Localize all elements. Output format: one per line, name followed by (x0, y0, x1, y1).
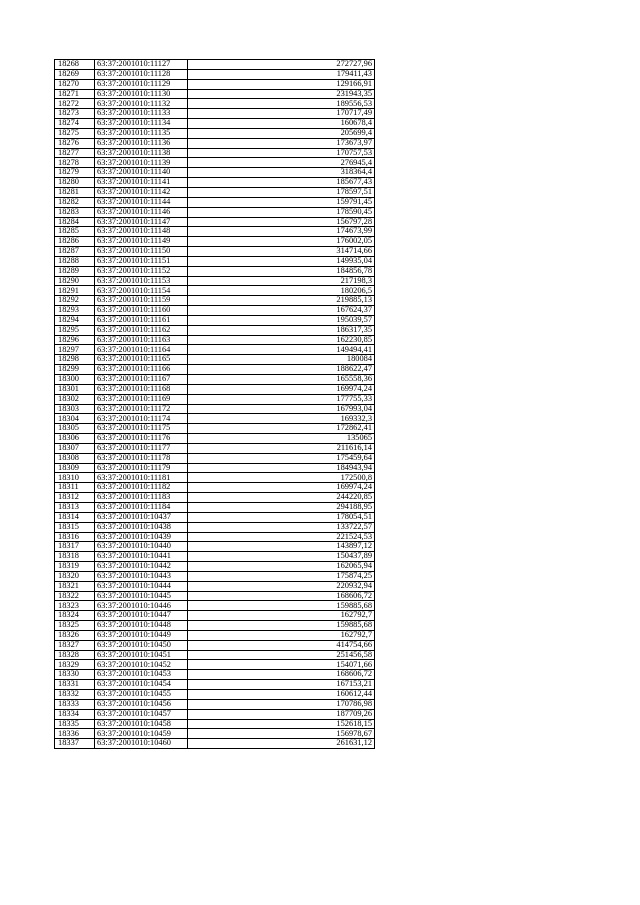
row-id-cell: 18269 (55, 69, 95, 79)
cadastral-number-cell: 63:37:2001010:11177 (95, 443, 188, 453)
row-id-cell: 18268 (55, 60, 95, 70)
table-row (55, 197, 375, 207)
value-cell: 169974,24 (188, 384, 375, 394)
cadastral-number-cell: 63:37:2001010:11175 (95, 424, 188, 434)
row-id-cell: 18293 (55, 306, 95, 316)
cadastral-number-cell: 63:37:2001010:11149 (95, 237, 188, 247)
cadastral-number-cell: 63:37:2001010:10453 (95, 670, 188, 680)
value-cell: 170786,98 (188, 699, 375, 709)
value-cell: 179411,43 (188, 69, 375, 79)
value-cell: 162065,94 (188, 562, 375, 572)
row-id-cell: 18304 (55, 414, 95, 424)
value-cell: 251456,58 (188, 650, 375, 660)
table-row (55, 168, 375, 178)
cadastral-number-cell: 63:37:2001010:11159 (95, 296, 188, 306)
table-row (55, 571, 375, 581)
cadastral-number-cell: 63:37:2001010:11128 (95, 69, 188, 79)
value-cell: 159885,68 (188, 621, 375, 631)
row-id-cell: 18323 (55, 601, 95, 611)
table-row (55, 69, 375, 79)
cadastral-number-cell: 63:37:2001010:11163 (95, 335, 188, 345)
row-id-cell: 18275 (55, 128, 95, 138)
value-cell: 149494,41 (188, 345, 375, 355)
row-id-cell: 18320 (55, 571, 95, 581)
cadastral-number-cell: 63:37:2001010:11174 (95, 414, 188, 424)
cadastral-number-cell: 63:37:2001010:11150 (95, 247, 188, 257)
cadastral-number-cell: 63:37:2001010:11135 (95, 128, 188, 138)
row-id-cell: 18297 (55, 345, 95, 355)
table-row (55, 99, 375, 109)
row-id-cell: 18334 (55, 709, 95, 719)
row-id-cell: 18328 (55, 650, 95, 660)
cadastral-number-cell: 63:37:2001010:11172 (95, 404, 188, 414)
cadastral-number-cell: 63:37:2001010:11162 (95, 325, 188, 335)
table-row (55, 690, 375, 700)
value-cell: 175459,64 (188, 453, 375, 463)
table-row (55, 187, 375, 197)
row-id-cell: 18303 (55, 404, 95, 414)
table-row (55, 404, 375, 414)
cadastral-number-cell: 63:37:2001010:11130 (95, 89, 188, 99)
table-row (55, 128, 375, 138)
table-row (55, 739, 375, 749)
row-id-cell: 18280 (55, 178, 95, 188)
row-id-cell: 18315 (55, 522, 95, 532)
row-id-cell: 18325 (55, 621, 95, 631)
table-row (55, 552, 375, 562)
row-id-cell: 18321 (55, 581, 95, 591)
value-cell: 152618,15 (188, 719, 375, 729)
table-row (55, 414, 375, 424)
value-cell: 276945,4 (188, 158, 375, 168)
row-id-cell: 18308 (55, 453, 95, 463)
table-row (55, 325, 375, 335)
value-cell: 184856,78 (188, 266, 375, 276)
cadastral-number-cell: 63:37:2001010:10447 (95, 611, 188, 621)
cadastral-number-cell: 63:37:2001010:10460 (95, 739, 188, 749)
value-cell: 154071,66 (188, 660, 375, 670)
value-cell: 162792,7 (188, 611, 375, 621)
cadastral-number-cell: 63:37:2001010:11144 (95, 197, 188, 207)
value-cell: 244220,85 (188, 493, 375, 503)
cadastral-number-cell: 63:37:2001010:11176 (95, 434, 188, 444)
value-cell: 189556,53 (188, 99, 375, 109)
table-row (55, 621, 375, 631)
value-cell: 172862,41 (188, 424, 375, 434)
table-row (55, 542, 375, 552)
value-cell: 180084 (188, 355, 375, 365)
row-id-cell: 18316 (55, 532, 95, 542)
row-id-cell: 18288 (55, 256, 95, 266)
value-cell: 168606,72 (188, 670, 375, 680)
cadastral-number-cell: 63:37:2001010:10457 (95, 709, 188, 719)
cadastral-number-cell: 63:37:2001010:11151 (95, 256, 188, 266)
table-row (55, 394, 375, 404)
table-row (55, 699, 375, 709)
value-cell: 186317,35 (188, 325, 375, 335)
cadastral-number-cell: 63:37:2001010:11183 (95, 493, 188, 503)
cadastral-number-cell: 63:37:2001010:10446 (95, 601, 188, 611)
cadastral-number-cell: 63:37:2001010:11161 (95, 315, 188, 325)
row-id-cell: 18310 (55, 473, 95, 483)
row-id-cell: 18286 (55, 237, 95, 247)
table-row (55, 266, 375, 276)
cadastral-number-cell: 63:37:2001010:11178 (95, 453, 188, 463)
value-cell: 178054,51 (188, 512, 375, 522)
value-cell: 170717,49 (188, 109, 375, 119)
table-row (55, 256, 375, 266)
row-id-cell: 18312 (55, 493, 95, 503)
table-row (55, 207, 375, 217)
row-id-cell: 18278 (55, 158, 95, 168)
table-row (55, 306, 375, 316)
table-row (55, 502, 375, 512)
value-cell: 167624,37 (188, 306, 375, 316)
value-cell: 318364,4 (188, 168, 375, 178)
row-id-cell: 18336 (55, 729, 95, 739)
row-id-cell: 18307 (55, 443, 95, 453)
value-cell: 159791,45 (188, 197, 375, 207)
row-id-cell: 18309 (55, 463, 95, 473)
row-id-cell: 18282 (55, 197, 95, 207)
cadastral-number-cell: 63:37:2001010:11167 (95, 375, 188, 385)
cadastral-number-cell: 63:37:2001010:11165 (95, 355, 188, 365)
value-cell: 261631,12 (188, 739, 375, 749)
table-row (55, 138, 375, 148)
table-row (55, 630, 375, 640)
cadastral-number-cell: 63:37:2001010:11168 (95, 384, 188, 394)
value-cell: 178597,51 (188, 187, 375, 197)
table-row (55, 60, 375, 70)
value-cell: 205699,4 (188, 128, 375, 138)
cadastral-number-cell: 63:37:2001010:10444 (95, 581, 188, 591)
cadastral-number-cell: 63:37:2001010:11182 (95, 483, 188, 493)
row-id-cell: 18292 (55, 296, 95, 306)
value-cell: 135065 (188, 434, 375, 444)
row-id-cell: 18284 (55, 217, 95, 227)
cadastral-number-cell: 63:37:2001010:11127 (95, 60, 188, 70)
row-id-cell: 18287 (55, 247, 95, 257)
value-cell: 414754,66 (188, 640, 375, 650)
cadastral-number-cell: 63:37:2001010:11139 (95, 158, 188, 168)
cadastral-number-cell: 63:37:2001010:11147 (95, 217, 188, 227)
cadastral-number-cell: 63:37:2001010:11169 (95, 394, 188, 404)
row-id-cell: 18333 (55, 699, 95, 709)
cadastral-number-cell: 63:37:2001010:10449 (95, 630, 188, 640)
table-row (55, 247, 375, 257)
table-row (55, 365, 375, 375)
value-cell: 314714,66 (188, 247, 375, 257)
row-id-cell: 18279 (55, 168, 95, 178)
table-row (55, 650, 375, 660)
cadastral-number-cell: 63:37:2001010:11184 (95, 502, 188, 512)
cadastral-number-cell: 63:37:2001010:10448 (95, 621, 188, 631)
row-id-cell: 18302 (55, 394, 95, 404)
table-row (55, 237, 375, 247)
table-row (55, 532, 375, 542)
value-cell: 217198,3 (188, 276, 375, 286)
row-id-cell: 18276 (55, 138, 95, 148)
row-id-cell: 18326 (55, 630, 95, 640)
value-cell: 174673,99 (188, 227, 375, 237)
value-cell: 188622,47 (188, 365, 375, 375)
value-cell: 177755,33 (188, 394, 375, 404)
cadastral-number-cell: 63:37:2001010:11140 (95, 168, 188, 178)
table-row (55, 443, 375, 453)
value-cell: 167993,04 (188, 404, 375, 414)
table-row (55, 473, 375, 483)
value-cell: 173673,97 (188, 138, 375, 148)
row-id-cell: 18314 (55, 512, 95, 522)
cadastral-number-cell: 63:37:2001010:11152 (95, 266, 188, 276)
value-cell: 129166,91 (188, 79, 375, 89)
cadastral-number-cell: 63:37:2001010:10442 (95, 562, 188, 572)
row-id-cell: 18327 (55, 640, 95, 650)
cadastral-number-cell: 63:37:2001010:11148 (95, 227, 188, 237)
table-row (55, 296, 375, 306)
cadastral-number-cell: 63:37:2001010:10450 (95, 640, 188, 650)
value-cell: 133722,57 (188, 522, 375, 532)
row-id-cell: 18300 (55, 375, 95, 385)
row-id-cell: 18296 (55, 335, 95, 345)
table-row (55, 109, 375, 119)
row-id-cell: 18295 (55, 325, 95, 335)
cadastral-number-cell: 63:37:2001010:10459 (95, 729, 188, 739)
cadastral-number-cell: 63:37:2001010:10440 (95, 542, 188, 552)
row-id-cell: 18329 (55, 660, 95, 670)
table-row (55, 384, 375, 394)
table-row (55, 178, 375, 188)
row-id-cell: 18317 (55, 542, 95, 552)
cadastral-number-cell: 63:37:2001010:10458 (95, 719, 188, 729)
value-cell: 184943,94 (188, 463, 375, 473)
table-row (55, 79, 375, 89)
table-row (55, 512, 375, 522)
table-row (55, 355, 375, 365)
value-cell: 162230,85 (188, 335, 375, 345)
row-id-cell: 18298 (55, 355, 95, 365)
table-row (55, 217, 375, 227)
value-cell: 156978,67 (188, 729, 375, 739)
table-row (55, 562, 375, 572)
row-id-cell: 18289 (55, 266, 95, 276)
value-cell: 143897,12 (188, 542, 375, 552)
table-row (55, 591, 375, 601)
cadastral-number-cell: 63:37:2001010:11141 (95, 178, 188, 188)
cadastral-number-cell: 63:37:2001010:11132 (95, 99, 188, 109)
table-row (55, 493, 375, 503)
value-cell: 187709,26 (188, 709, 375, 719)
table-row (55, 453, 375, 463)
value-cell: 221524,53 (188, 532, 375, 542)
row-id-cell: 18319 (55, 562, 95, 572)
value-cell: 149935,04 (188, 256, 375, 266)
cadastral-number-cell: 63:37:2001010:10439 (95, 532, 188, 542)
cadastral-number-cell: 63:37:2001010:11166 (95, 365, 188, 375)
cadastral-number-cell: 63:37:2001010:11133 (95, 109, 188, 119)
table-row (55, 522, 375, 532)
cadastral-number-cell: 63:37:2001010:11138 (95, 148, 188, 158)
table-row (55, 709, 375, 719)
table-row (55, 424, 375, 434)
cadastral-number-cell: 63:37:2001010:10438 (95, 522, 188, 532)
table-row (55, 335, 375, 345)
value-cell: 168606,72 (188, 591, 375, 601)
cadastral-number-cell: 63:37:2001010:10455 (95, 690, 188, 700)
row-id-cell: 18283 (55, 207, 95, 217)
cadastral-number-cell: 63:37:2001010:11160 (95, 306, 188, 316)
table-row (55, 89, 375, 99)
cadastral-number-cell: 63:37:2001010:10441 (95, 552, 188, 562)
table-row (55, 375, 375, 385)
row-id-cell: 18285 (55, 227, 95, 237)
value-cell: 150437,89 (188, 552, 375, 562)
cadastral-number-cell: 63:37:2001010:11164 (95, 345, 188, 355)
table-row (55, 660, 375, 670)
row-id-cell: 18290 (55, 276, 95, 286)
value-cell: 169974,24 (188, 483, 375, 493)
value-cell: 172500,8 (188, 473, 375, 483)
value-cell: 170757,53 (188, 148, 375, 158)
cadastral-number-cell: 63:37:2001010:11179 (95, 463, 188, 473)
row-id-cell: 18277 (55, 148, 95, 158)
cadastral-number-cell: 63:37:2001010:10451 (95, 650, 188, 660)
cadastral-number-cell: 63:37:2001010:10454 (95, 680, 188, 690)
table-row (55, 227, 375, 237)
table-row (55, 601, 375, 611)
cadastral-number-cell: 63:37:2001010:11134 (95, 119, 188, 129)
table-row (55, 286, 375, 296)
table-row (55, 276, 375, 286)
table-row (55, 670, 375, 680)
value-cell: 165558,36 (188, 375, 375, 385)
cadastral-number-cell: 63:37:2001010:11129 (95, 79, 188, 89)
cadastral-number-cell: 63:37:2001010:10452 (95, 660, 188, 670)
row-id-cell: 18305 (55, 424, 95, 434)
table-row (55, 640, 375, 650)
row-id-cell: 18291 (55, 286, 95, 296)
cadastral-number-cell: 63:37:2001010:11146 (95, 207, 188, 217)
value-cell: 175874,25 (188, 571, 375, 581)
table-row (55, 148, 375, 158)
value-cell: 180206,5 (188, 286, 375, 296)
table-row (55, 158, 375, 168)
row-id-cell: 18337 (55, 739, 95, 749)
value-cell: 211616,14 (188, 443, 375, 453)
cadastral-number-cell: 63:37:2001010:10456 (95, 699, 188, 709)
row-id-cell: 18299 (55, 365, 95, 375)
table-row (55, 483, 375, 493)
row-id-cell: 18324 (55, 611, 95, 621)
value-cell: 272727,96 (188, 60, 375, 70)
value-cell: 160612,44 (188, 690, 375, 700)
value-cell: 185677,43 (188, 178, 375, 188)
value-cell: 167153,21 (188, 680, 375, 690)
table-row (55, 680, 375, 690)
data-table (54, 59, 375, 749)
cadastral-number-cell: 63:37:2001010:11154 (95, 286, 188, 296)
value-cell: 195039,57 (188, 315, 375, 325)
row-id-cell: 18272 (55, 99, 95, 109)
table-row (55, 463, 375, 473)
value-cell: 178590,45 (188, 207, 375, 217)
row-id-cell: 18330 (55, 670, 95, 680)
row-id-cell: 18332 (55, 690, 95, 700)
row-id-cell: 18335 (55, 719, 95, 729)
cadastral-number-cell: 63:37:2001010:11153 (95, 276, 188, 286)
value-cell: 169332,3 (188, 414, 375, 424)
value-cell: 220932,94 (188, 581, 375, 591)
value-cell: 176002,05 (188, 237, 375, 247)
cadastral-number-cell: 63:37:2001010:10443 (95, 571, 188, 581)
cadastral-number-cell: 63:37:2001010:11181 (95, 473, 188, 483)
table-body (55, 60, 375, 749)
value-cell: 294188,95 (188, 502, 375, 512)
row-id-cell: 18301 (55, 384, 95, 394)
row-id-cell: 18294 (55, 315, 95, 325)
cadastral-number-cell: 63:37:2001010:11142 (95, 187, 188, 197)
cadastral-number-cell: 63:37:2001010:10445 (95, 591, 188, 601)
row-id-cell: 18331 (55, 680, 95, 690)
table-row (55, 434, 375, 444)
row-id-cell: 18318 (55, 552, 95, 562)
cadastral-number-cell: 63:37:2001010:11136 (95, 138, 188, 148)
table-row (55, 315, 375, 325)
row-id-cell: 18271 (55, 89, 95, 99)
table-row (55, 719, 375, 729)
table-row (55, 345, 375, 355)
row-id-cell: 18311 (55, 483, 95, 493)
cadastral-number-cell: 63:37:2001010:10437 (95, 512, 188, 522)
table-row (55, 581, 375, 591)
value-cell: 159885,68 (188, 601, 375, 611)
table-row (55, 611, 375, 621)
row-id-cell: 18273 (55, 109, 95, 119)
row-id-cell: 18274 (55, 119, 95, 129)
value-cell: 162792,7 (188, 630, 375, 640)
row-id-cell: 18306 (55, 434, 95, 444)
value-cell: 231943,35 (188, 89, 375, 99)
row-id-cell: 18281 (55, 187, 95, 197)
value-cell: 160678,4 (188, 119, 375, 129)
table-row (55, 729, 375, 739)
row-id-cell: 18313 (55, 502, 95, 512)
value-cell: 156797,28 (188, 217, 375, 227)
row-id-cell: 18270 (55, 79, 95, 89)
table-row (55, 119, 375, 129)
row-id-cell: 18322 (55, 591, 95, 601)
value-cell: 219885,13 (188, 296, 375, 306)
